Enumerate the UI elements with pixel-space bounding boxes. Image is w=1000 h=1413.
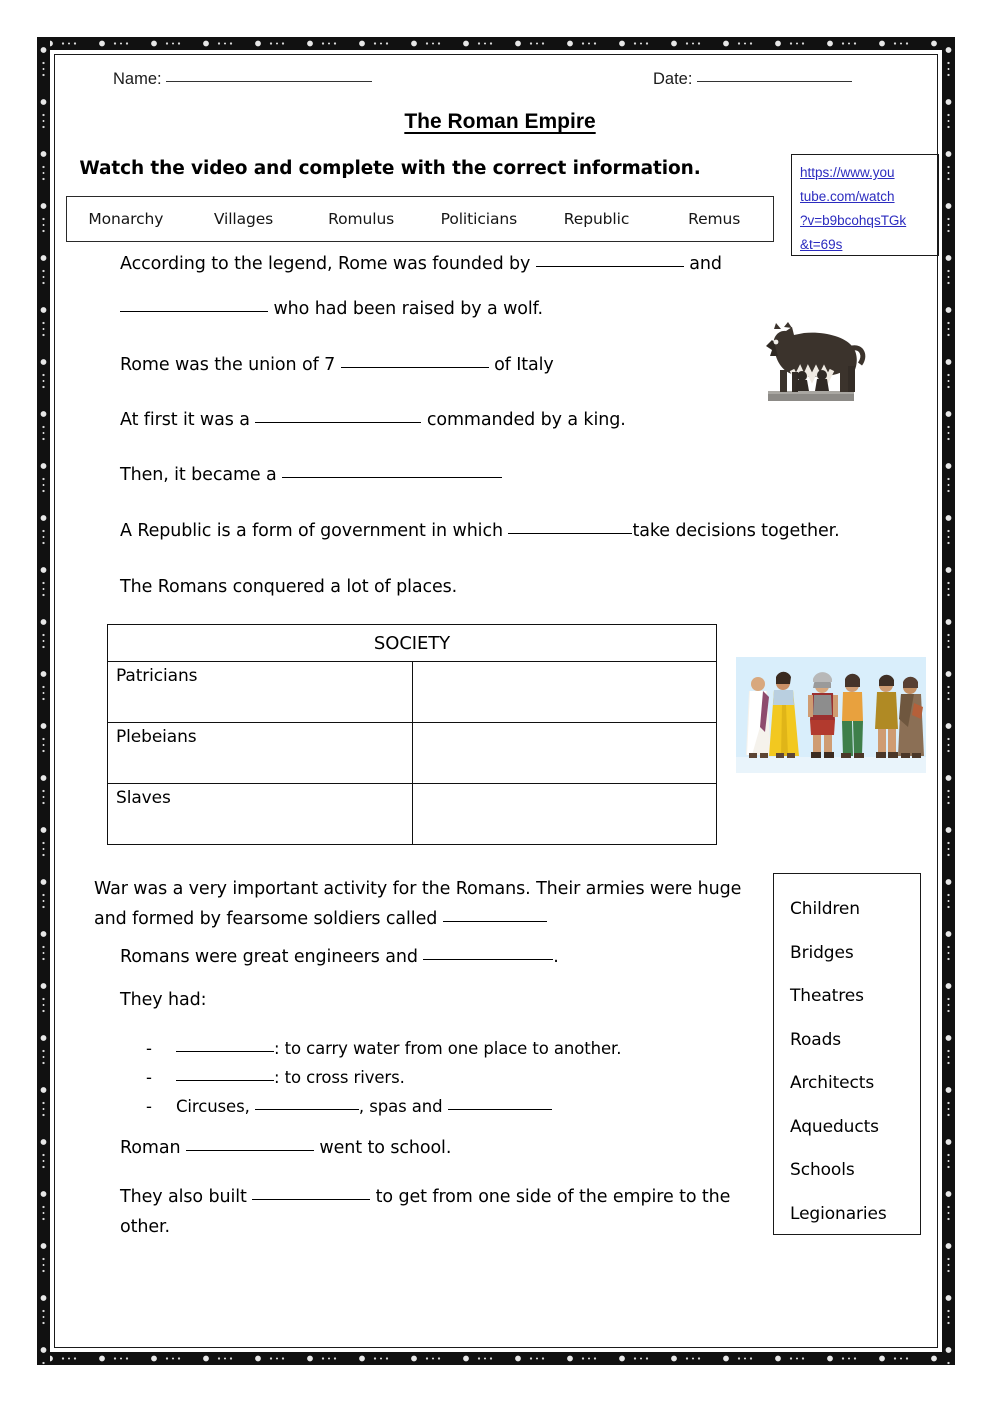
- video-link-line-4[interactable]: &t=69s: [800, 237, 843, 252]
- answer-blank[interactable]: [448, 1109, 552, 1110]
- answer-blank[interactable]: [423, 959, 553, 960]
- name-label: Name:: [113, 70, 162, 88]
- society-class-label: Slaves: [108, 784, 413, 845]
- table-row: [108, 662, 717, 723]
- name-date-row: [113, 70, 873, 96]
- video-link-line-2[interactable]: tube.com/watch: [800, 189, 895, 204]
- bullet-dash: -: [146, 1068, 152, 1087]
- sentence-text: They also built: [120, 1187, 247, 1207]
- sentence-text: to get from one side of the empire to the other.: [120, 1187, 731, 1237]
- sentence-text: Then, it became a: [120, 465, 277, 485]
- name-field[interactable]: [113, 70, 372, 89]
- society-table-header: SOCIETY: [108, 625, 717, 662]
- border-rosette-motif-icon: [37, 37, 955, 50]
- sentence-text: , spas and: [358, 1097, 443, 1116]
- answer-blank[interactable]: [536, 266, 684, 267]
- answer-blank[interactable]: [252, 1199, 370, 1200]
- word-bank-item[interactable]: Politicians: [440, 210, 518, 228]
- sentence-text: Rome was the union of 7: [120, 355, 336, 375]
- answer-blank[interactable]: [443, 921, 547, 922]
- sentence-text: take decisions together.: [632, 521, 840, 541]
- word-bank-item[interactable]: Schools: [790, 1160, 855, 1180]
- border-band-left: [37, 37, 50, 1365]
- roman-social-classes-image: [736, 657, 926, 773]
- society-answer-cell[interactable]: [412, 662, 717, 723]
- sentence-republic: [120, 462, 760, 488]
- sentence-legend-line1: [120, 251, 780, 277]
- sentence-text: of Italy: [494, 355, 554, 375]
- word-bank-item[interactable]: Aqueducts: [790, 1116, 879, 1137]
- sentence-text: According to the legend, Rome was founded by: [120, 254, 531, 274]
- sentence-engineers: [120, 947, 740, 967]
- answer-blank[interactable]: [186, 1150, 314, 1151]
- sentence-text: : to cross rivers.: [274, 1068, 405, 1087]
- society-answer-cell[interactable]: [412, 784, 717, 845]
- sentence-text: .: [553, 947, 559, 967]
- wolf-statue-icon: [748, 312, 876, 408]
- page-title: [0, 110, 1000, 134]
- capitoline-wolf-image: [748, 312, 876, 408]
- sentence-text: Roman: [120, 1138, 181, 1158]
- sentence-monarchy: [120, 407, 760, 433]
- answer-blank[interactable]: [120, 311, 268, 312]
- word-bank-item[interactable]: Roads: [790, 1029, 842, 1050]
- sentence-roads: [120, 1182, 760, 1242]
- sentence-republic-definition: [120, 518, 940, 544]
- date-field[interactable]: [653, 70, 852, 89]
- sentence-text: commanded by a king.: [426, 410, 626, 430]
- word-bank-item[interactable]: Architects: [790, 1073, 875, 1093]
- sentence-school: [120, 1138, 740, 1158]
- word-bank-item[interactable]: Legionaries: [790, 1203, 887, 1224]
- border-band-top: [37, 37, 955, 50]
- bullet-list: [146, 1034, 756, 1121]
- sentence-text: War was a very important activity for the Romans. Their armies were huge and formed by fearsome soldiers called: [94, 879, 742, 929]
- name-blank[interactable]: [166, 81, 372, 82]
- sentence-text: A Republic is a form of government in which: [120, 521, 503, 541]
- society-class-label: Patricians: [108, 662, 413, 723]
- border-band-right: [942, 37, 955, 1365]
- table-row: [108, 784, 717, 845]
- word-bank-item[interactable]: Remus: [688, 210, 741, 228]
- bullet-dash: -: [146, 1097, 152, 1116]
- answer-blank[interactable]: [508, 533, 632, 534]
- border-rosette-motif-icon: [942, 37, 955, 1365]
- table-row: [108, 723, 717, 784]
- sentence-text: At first it was a: [120, 410, 250, 430]
- answer-blank[interactable]: [255, 422, 421, 423]
- society-table: [107, 624, 717, 845]
- video-link-line-3[interactable]: ?v=b9bcohqsTGk: [800, 213, 907, 228]
- border-rosette-motif-icon: [37, 1352, 955, 1365]
- roman-figures-icon: [736, 657, 926, 773]
- sentence-legend-line2: [120, 296, 780, 322]
- word-bank-item[interactable]: Republic: [563, 210, 630, 228]
- answer-blank[interactable]: [341, 367, 489, 368]
- word-bank-item[interactable]: Romulus: [328, 210, 395, 228]
- word-bank-item[interactable]: Villages: [213, 210, 274, 228]
- list-item: [146, 1034, 756, 1063]
- word-bank-item[interactable]: Monarchy: [88, 210, 164, 228]
- answer-blank[interactable]: [176, 1051, 274, 1052]
- sentence-text: who had been raised by a wolf.: [273, 299, 543, 319]
- answer-blank[interactable]: [282, 477, 502, 478]
- sentence-villages: [120, 352, 760, 378]
- society-answer-cell[interactable]: [412, 723, 717, 784]
- bottom-word-bank: [773, 873, 921, 1235]
- list-item: [146, 1092, 756, 1121]
- answer-blank[interactable]: [176, 1080, 274, 1081]
- sentence-they-had: They had:: [120, 990, 207, 1010]
- top-word-bank: [66, 196, 774, 242]
- date-label: Date:: [653, 70, 693, 88]
- society-class-label: Plebeians: [108, 723, 413, 784]
- word-bank-item[interactable]: Theatres: [790, 986, 864, 1006]
- sentence-text: and: [689, 254, 722, 274]
- table-header-row: [108, 625, 717, 662]
- page-title-text: The Roman Empire: [404, 110, 596, 133]
- sentence-war: [94, 874, 754, 934]
- border-band-bottom: [37, 1352, 955, 1365]
- sentence-text: Romans were great engineers and: [120, 947, 418, 967]
- bullet-dash: -: [146, 1039, 152, 1058]
- answer-blank[interactable]: [255, 1109, 359, 1110]
- sentence-text: : to carry water from one place to another.: [274, 1039, 622, 1058]
- list-item: [146, 1063, 756, 1092]
- sentence-text: Circuses,: [176, 1097, 250, 1116]
- word-bank-item[interactable]: Bridges: [790, 942, 854, 963]
- video-link-box[interactable]: [791, 154, 939, 256]
- border-rosette-motif-icon: [37, 37, 50, 1365]
- date-blank[interactable]: [697, 81, 852, 82]
- sentence-text: went to school.: [319, 1138, 452, 1158]
- sentence-conquered: The Romans conquered a lot of places.: [120, 577, 458, 597]
- instruction-text: Watch the video and complete with the correct information.: [79, 158, 701, 179]
- word-bank-item[interactable]: Children: [790, 899, 860, 919]
- video-link-line-1[interactable]: https://www.you: [800, 165, 895, 180]
